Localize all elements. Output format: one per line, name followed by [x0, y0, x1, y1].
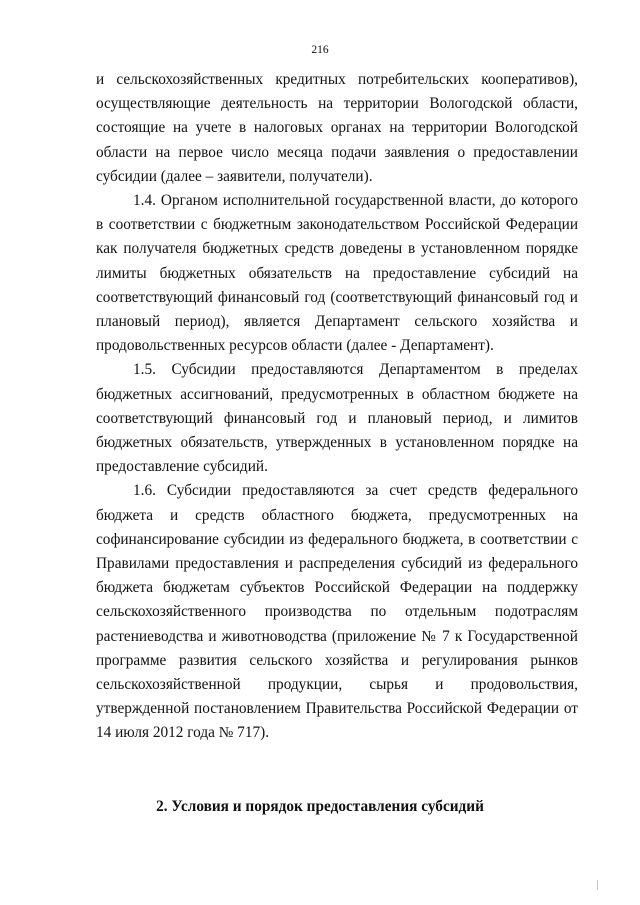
paragraph-1-5: 1.5. Субсидии предоставляются Департаментом в пределах бюджетных ассигнований, предусмотренных в областном бюджете на соответствующий финансовый год и плановый период, и лимитов бюджетных обязательств, утвержденных в установленном порядке на предоставление субсидий.: [96, 361, 578, 476]
page-number: 216: [311, 44, 329, 56]
paragraph-1-6: 1.6. Субсидии предоставляются за счет средств федерального бюджета и средств областного бюджета, предусмотренных на софинансирование субсидии из федерального бюджета, в соответствии с Правилами предоставления и распределения субсидий из федерального бюджета бюджетам субъектов Российской Федерации на поддержку сельскохозяйственного производства по отдельным подотраслям растениеводства и животноводства (приложение № 7 к Государственной программе развития сельского хозяйства и регулирования рынков сельскохозяйственной продукции, сырья и продовольствия, утвержденной постановлением Правительства Российской Федерации от 14 июля 2012 года № 717).: [96, 482, 578, 742]
document-body: [96, 68, 578, 746]
paragraph-1-4: 1.4. Органом исполнительной государственной власти, до которого в соответствии с бюджетным законодательством Российской Федерации как получателя бюджетных средств доведены в установленном порядке лимиты бюджетных обязательств на предоставление субсидий на соответствующий финансовый год (соответствующий финансовый год и плановый период), является Департамент сельского хозяйства и продовольственных ресурсов области (далее - Департамент).: [96, 192, 578, 355]
paragraph-intro: и сельскохозяйственных кредитных потребительских кооперативов), осуществляющие деятельность на территории Вологодской области, состоящие на учете в налоговых органах на территории Вологодской области на первое число месяца подачи заявления о предоставлении субсидии (далее – заявители, получатели).: [96, 71, 578, 185]
section-heading: 2. Условия и порядок предоставления субсидий: [156, 798, 484, 815]
scan-edge-mark: [597, 880, 598, 890]
